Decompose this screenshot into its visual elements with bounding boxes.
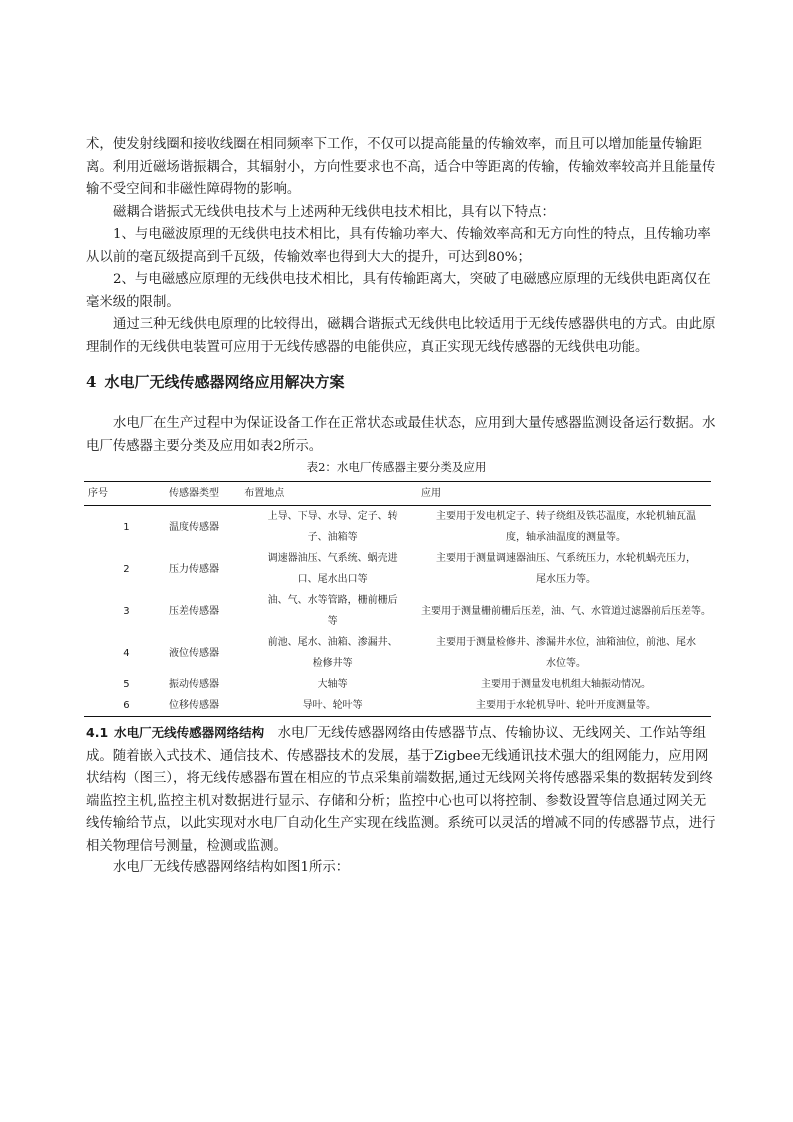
section-number: 4	[86, 373, 97, 391]
cell-type: 压力传感器	[168, 563, 219, 575]
cell-location: 调速器油压、气系统、蜗壳进口、尾水出口等	[267, 553, 398, 585]
cell-index: 5	[123, 679, 130, 690]
cell-location: 导叶、轮叶等	[302, 700, 363, 711]
figure-reference: 水电厂无线传感器网络结构如图1所示：	[113, 860, 350, 875]
table-row	[84, 548, 711, 590]
sensor-table	[84, 481, 711, 717]
cell-application: 主要用于测量栅前栅后压差，油、气、水管道过滤器前后压差等。	[420, 605, 711, 617]
cell-index: 6	[84, 695, 169, 717]
header-application: 应用	[421, 482, 711, 506]
cell-location: 大轴等	[317, 679, 348, 690]
table-header-row	[84, 482, 711, 506]
table-row	[84, 506, 711, 549]
cell-type: 温度传感器	[168, 521, 219, 533]
subsection-title: 水电厂无线传感器网络结构	[114, 725, 265, 740]
cell-application: 主要用于发电机定子、转子绕组及铁芯温度，水轮机轴瓦温度，轴承油温度的测量等。	[435, 511, 696, 543]
header-index: 序号	[84, 482, 169, 506]
paragraph-features-intro: 磁耦合谐振式无线供电技术与上述两种无线供电技术相比，具有以下特点：	[113, 205, 555, 220]
cell-location: 上导、下导、水导、定子、转子、油箱等	[267, 511, 398, 543]
cell-index: 2	[123, 563, 130, 575]
section-intro: 水电厂在生产过程中为保证设备工作在正常状态或最佳状态，应用到大量传感器监测设备运行数据。水电厂传感器主要分类及应用如表2所示。	[86, 416, 716, 454]
cell-application: 主要用于测量发电机组大轴振动情况。	[480, 679, 651, 690]
cell-index: 4	[123, 647, 130, 659]
paragraph-continuation: 术，使发射线圈和接收线圈在相同频率下工作，不仅可以提高能量的传输效率，而且可以增加能量传输距离。利用近磁场谐振耦合，其辐射小，方向性要求也不高，适合中等距离的传输，传输效率较高并且能量传输不受空间和非磁性障碍物的影响。	[86, 137, 716, 197]
paragraph-feature-2: 2、与电磁感应原理的无线供电技术相比，具有传输距离大，突破了电磁感应原理的无线供电距离仅在毫米级的限制。	[86, 272, 711, 310]
table-row	[84, 632, 711, 674]
section-heading	[86, 371, 344, 393]
cell-index: 1	[123, 521, 130, 533]
paragraph-feature-1: 1、与电磁波原理的无线供电技术相比，具有传输功率大、传输效率高和无方向性的特点，且传输功率从以前的毫瓦级提高到千瓦级，传输效率也得到大大的提升，可达到80%；	[86, 227, 711, 265]
cell-application: 主要用于测量调速器油压、气系统压力，水轮机蜗壳压力，尾水压力等。	[435, 553, 696, 585]
cell-type: 压差传感器	[168, 605, 219, 617]
subsection-heading	[86, 725, 264, 740]
table-caption: 表2：水电厂传感器主要分类及应用	[306, 460, 487, 474]
table-row	[84, 590, 711, 632]
paragraph-conclusion: 通过三种无线供电原理的比较得出，磁耦合谐振式无线供电比较适用于无线传感器供电的方式。由此原理制作的无线供电装置可应用于无线传感器的电能供应，真正实现无线传感器的无线供电功能。	[86, 317, 716, 355]
cell-type: 液位传感器	[168, 647, 219, 659]
cell-application: 主要用于水轮机导叶、轮叶开度测量等。	[475, 700, 656, 711]
subsection-text: 水电厂无线传感器网络由传感器节点、传输协议、无线网关、工作站等组成。随着嵌入式技术、通信技术、传感器技术的发展，基于Zigbee无线通讯技术强大的组网能力，应用网状结构（图三），将无线传感器布置在相应的节点采集前端数据,通过无线网关将传感器采集的数据转发到终端监控主机,监控主机对数据进行显示、存储和分析；监控中心也可以将控制、参数设置等信息通过网关无线传输给节点，以此实现对水电厂自动化生产实现在线监测。系统可以灵活的增减不同的传感器节点，进行相关物理信号测量，检测或监测。	[86, 726, 716, 854]
cell-type: 振动传感器	[168, 679, 219, 690]
subsection-paragraph	[86, 722, 718, 858]
table-row	[84, 695, 711, 717]
cell-index: 3	[123, 605, 130, 617]
header-type: 传感器类型	[169, 482, 244, 506]
header-location: 布置地点	[244, 482, 421, 506]
table-row	[84, 674, 711, 695]
cell-location: 前池、尾水、油箱、渗漏井、检修井等	[267, 637, 398, 669]
cell-application: 主要用于测量检修井、渗漏井水位，油箱油位，前池、尾水水位等。	[435, 637, 696, 669]
cell-location: 油、气、水等管路，栅前栅后等	[267, 595, 398, 627]
subsection-number: 4.1	[86, 725, 109, 740]
cell-type: 位移传感器	[169, 695, 244, 717]
section-title: 水电厂无线传感器网络应用解决方案	[104, 373, 345, 391]
